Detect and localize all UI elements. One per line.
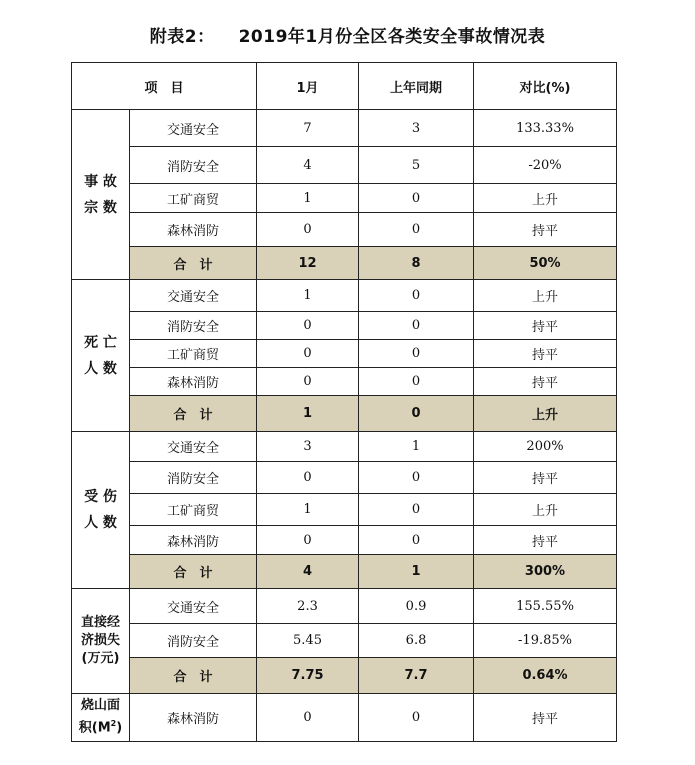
row-compare: 上升 — [474, 280, 617, 312]
row-compare: 持平 — [474, 368, 617, 396]
row-last-year: 1 — [359, 432, 474, 462]
row-category: 消防安全 — [130, 462, 257, 494]
table-row — [72, 624, 617, 658]
table-row — [72, 462, 617, 494]
group-label-accidents: 事 故 宗 数 — [72, 110, 130, 280]
header-compare: 对比(%) — [474, 63, 617, 110]
table-row — [72, 340, 617, 368]
table-row — [72, 280, 617, 312]
table-row — [72, 368, 617, 396]
total-month: 1 — [257, 396, 359, 432]
row-last-year: 0 — [359, 462, 474, 494]
row-last-year: 0 — [359, 494, 474, 526]
row-month: 0 — [257, 312, 359, 340]
row-category: 工矿商贸 — [130, 184, 257, 213]
header-item: 项 目 — [72, 63, 257, 110]
row-last-year: 0 — [359, 368, 474, 396]
row-category: 交通安全 — [130, 280, 257, 312]
total-label: 合 计 — [130, 247, 257, 280]
row-category: 工矿商贸 — [130, 340, 257, 368]
row-category: 森林消防 — [130, 526, 257, 555]
row-last-year: 6.8 — [359, 624, 474, 658]
row-last-year: 0.9 — [359, 589, 474, 624]
accident-table — [71, 62, 617, 742]
total-compare: 300% — [474, 555, 617, 589]
row-category: 森林消防 — [130, 368, 257, 396]
row-compare: 持平 — [474, 213, 617, 247]
row-category: 消防安全 — [130, 312, 257, 340]
total-compare: 上升 — [474, 396, 617, 432]
row-category: 工矿商贸 — [130, 494, 257, 526]
row-month: 4 — [257, 147, 359, 184]
row-category: 消防安全 — [130, 624, 257, 658]
row-compare: 持平 — [474, 340, 617, 368]
row-compare: 200% — [474, 432, 617, 462]
total-row — [72, 396, 617, 432]
title-label: 附表2： — [149, 27, 215, 47]
row-category: 消防安全 — [130, 147, 257, 184]
row-last-year: 0 — [359, 184, 474, 213]
row-last-year: 0 — [359, 213, 474, 247]
row-category: 交通安全 — [130, 432, 257, 462]
row-last-year: 0 — [359, 312, 474, 340]
table-row — [72, 694, 617, 742]
total-last-year: 1 — [359, 555, 474, 589]
row-compare: -19.85% — [474, 624, 617, 658]
row-last-year: 0 — [359, 694, 474, 742]
row-month: 0 — [257, 368, 359, 396]
group-label-burned-area: 烧山面 积$(M^2)$ — [72, 694, 130, 742]
row-month: 2.3 — [257, 589, 359, 624]
row-month: 0 — [257, 694, 359, 742]
total-last-year: 7.7 — [359, 658, 474, 694]
header-last-year: 上年同期 — [359, 63, 474, 110]
total-month: 4 — [257, 555, 359, 589]
row-compare: 持平 — [474, 694, 617, 742]
row-month: 0 — [257, 340, 359, 368]
group-label-injuries: 受 伤 人 数 — [72, 432, 130, 589]
row-last-year: 0 — [359, 340, 474, 368]
row-last-year: 0 — [359, 526, 474, 555]
row-compare: 133.33% — [474, 110, 617, 147]
row-month: 1 — [257, 494, 359, 526]
row-category: 森林消防 — [130, 694, 257, 742]
header-month: 1月 — [257, 63, 359, 110]
table-title — [0, 22, 695, 47]
row-compare: 155.55% — [474, 589, 617, 624]
total-month: 12 — [257, 247, 359, 280]
group-label-deaths: 死 亡 人 数 — [72, 280, 130, 432]
total-label: 合 计 — [130, 555, 257, 589]
total-compare: 50% — [474, 247, 617, 280]
total-compare: 0.64% — [474, 658, 617, 694]
row-last-year: 3 — [359, 110, 474, 147]
row-category: 森林消防 — [130, 213, 257, 247]
row-compare: -20% — [474, 147, 617, 184]
table-row — [72, 147, 617, 184]
row-month: 1 — [257, 280, 359, 312]
row-category: 交通安全 — [130, 589, 257, 624]
total-row — [72, 555, 617, 589]
table-row — [72, 184, 617, 213]
table-row — [72, 110, 617, 147]
total-last-year: 8 — [359, 247, 474, 280]
table-row — [72, 213, 617, 247]
row-month: 3 — [257, 432, 359, 462]
row-compare: 持平 — [474, 526, 617, 555]
total-last-year: 0 — [359, 396, 474, 432]
row-compare: 持平 — [474, 312, 617, 340]
row-compare: 上升 — [474, 184, 617, 213]
row-month: 1 — [257, 184, 359, 213]
table-row — [72, 494, 617, 526]
row-compare: 持平 — [474, 462, 617, 494]
row-last-year: 5 — [359, 147, 474, 184]
title-text: 2019年1月份全区各类安全事故情况表 — [238, 27, 546, 47]
row-month: 0 — [257, 462, 359, 494]
total-label: 合 计 — [130, 396, 257, 432]
group-label-economic-loss: 直接经 济损失 (万元) — [72, 589, 130, 694]
row-month: 5.45 — [257, 624, 359, 658]
table-row — [72, 589, 617, 624]
table-row — [72, 312, 617, 340]
table-row — [72, 526, 617, 555]
row-last-year: 0 — [359, 280, 474, 312]
row-month: 0 — [257, 526, 359, 555]
total-row — [72, 247, 617, 280]
row-compare: 上升 — [474, 494, 617, 526]
row-month: 0 — [257, 213, 359, 247]
total-month: 7.75 — [257, 658, 359, 694]
row-category: 交通安全 — [130, 110, 257, 147]
total-row — [72, 658, 617, 694]
total-label: 合 计 — [130, 658, 257, 694]
header-row — [72, 63, 617, 110]
row-month: 7 — [257, 110, 359, 147]
table-row — [72, 432, 617, 462]
